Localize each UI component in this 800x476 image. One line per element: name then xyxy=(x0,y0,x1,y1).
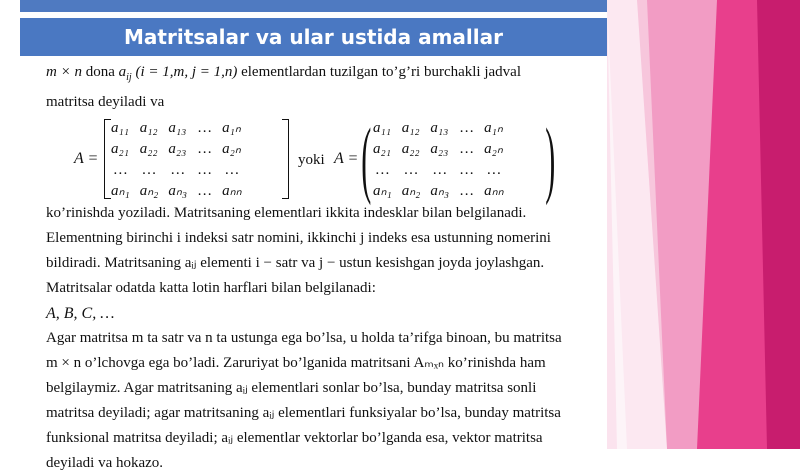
left-paren: ( xyxy=(361,110,372,206)
matrix-letters: A, B, C, … xyxy=(46,305,115,322)
matrix-cell: a₁₂ xyxy=(139,120,158,136)
matrix-cell: … xyxy=(197,162,213,178)
yoki-text: yoki xyxy=(298,152,325,168)
matrix-cell: a₂₂ xyxy=(139,141,158,157)
top-accent-bar xyxy=(20,0,607,12)
matrix-cell: … xyxy=(141,162,157,178)
slide-title: Matritsalar va ular ustida amallar xyxy=(124,25,503,49)
matrix-cell: aₙ₂ xyxy=(139,183,159,199)
paragraph-line: belgilaymiz. Agar matritsaning aᵢⱼ elementlari sonlar bo’lsa, bunday matritsa sonli xyxy=(46,380,537,396)
matrix-cell: a₁₃ xyxy=(430,120,449,136)
matrix-cell: aₙ₂ xyxy=(401,183,421,199)
matrix-paren-form xyxy=(368,119,509,201)
matrix-definition xyxy=(46,110,596,206)
right-paren: ) xyxy=(545,110,556,206)
matrix-cell: … xyxy=(459,162,475,178)
matrix-cell: … xyxy=(374,162,390,178)
matrix-bracket-form xyxy=(106,119,247,201)
paragraph-line: matritsa deyiladi; agar matritsaning aᵢⱼ elementlari funksiyalar bo’lsa, bunday matritsa xyxy=(46,405,561,421)
slide-title-bar xyxy=(20,18,607,56)
matrix-cell: a₁₂ xyxy=(401,120,420,136)
paragraph-line: Matritsalar odatda katta lotin harflari bilan belgilanadi: xyxy=(46,280,376,296)
matrix-cell: aₙₙ xyxy=(222,183,242,199)
matrix-cell: a₁₃ xyxy=(168,120,187,136)
matrix-cell: … xyxy=(403,162,419,178)
matrix-cell: a₂ₙ xyxy=(222,141,241,157)
paragraph-line: bildiradi. Matritsaning aᵢⱼ elementi i − satr va j − ustun kesishgan joyda joylashgan. xyxy=(46,255,545,271)
matrix-cell: a₁ₙ xyxy=(484,120,503,136)
paragraph-line: Elementning birinchi i indeksi satr nomini, ikkinchi j indeks esa ustunning nomerini xyxy=(46,230,551,246)
matrix-cell: … xyxy=(197,141,213,157)
matrix-cell: aₙₙ xyxy=(484,183,504,199)
matrix-cell: … xyxy=(197,120,213,136)
matrix-cell: a₂₁ xyxy=(373,141,391,157)
paragraph-line: funksional matritsa deyiladi; aᵢⱼ elementlar vektorlar bo’lganda esa, vektor matritsa xyxy=(46,430,543,446)
intro-line-2: matritsa deyiladi va xyxy=(46,94,165,110)
matrix-cell: a₂ₙ xyxy=(484,141,503,157)
matrix-cell: a₁₁ xyxy=(111,120,129,136)
paragraph-line: ko’rinishda yoziladi. Matritsaning elementlari ikkita indesklar bilan belgilanadi. xyxy=(46,205,527,221)
matrix-cell: a₂₁ xyxy=(111,141,129,157)
slide-body xyxy=(46,60,596,476)
matrix-cell: … xyxy=(486,162,502,178)
matrix-cell: … xyxy=(459,183,475,199)
matrix-cell: a₁₁ xyxy=(373,120,391,136)
matrix-cell: … xyxy=(432,162,448,178)
matrix-cell: a₂₃ xyxy=(168,141,187,157)
intro-line-1: m × n dona $a_{ij}$ (i = 1,m, j = 1,n) elementlardan tuzilgan to’g’ri burchakli jadval xyxy=(46,64,521,83)
matrix-cell: a₂₂ xyxy=(401,141,420,157)
matrix-cell: aₙ₃ xyxy=(430,183,450,199)
matrix-label-a: A = xyxy=(74,150,99,167)
matrix-cell: … xyxy=(197,183,213,199)
matrix-cell: … xyxy=(170,162,186,178)
matrix-cell: aₙ₃ xyxy=(168,183,188,199)
matrix-cell: aₙ₁ xyxy=(111,183,130,199)
paragraph-line: deyiladi va hokazo. xyxy=(46,455,164,471)
decorative-pink-shapes xyxy=(607,0,800,449)
matrix-cell: a₁ₙ xyxy=(222,120,241,136)
matrix-cell: … xyxy=(459,141,475,157)
matrix-cell: a₂₃ xyxy=(430,141,449,157)
matrix-cell: aₙ₁ xyxy=(373,183,392,199)
matrix-label-b: A = xyxy=(334,150,359,167)
matrix-cell: … xyxy=(459,120,475,136)
paragraph-line: Agar matritsa m ta satr va n ta ustunga ega bo’lsa, u holda ta’rifga binoan, bu matritsa xyxy=(46,330,562,346)
matrix-cell: … xyxy=(224,162,240,178)
paragraph-line: m × n o’lchovga ega bo’ladi. Zaruriyat bo’lganida matritsani Aₘₓₙ ko’rinishda ham xyxy=(46,355,546,371)
matrix-cell: … xyxy=(112,162,128,178)
